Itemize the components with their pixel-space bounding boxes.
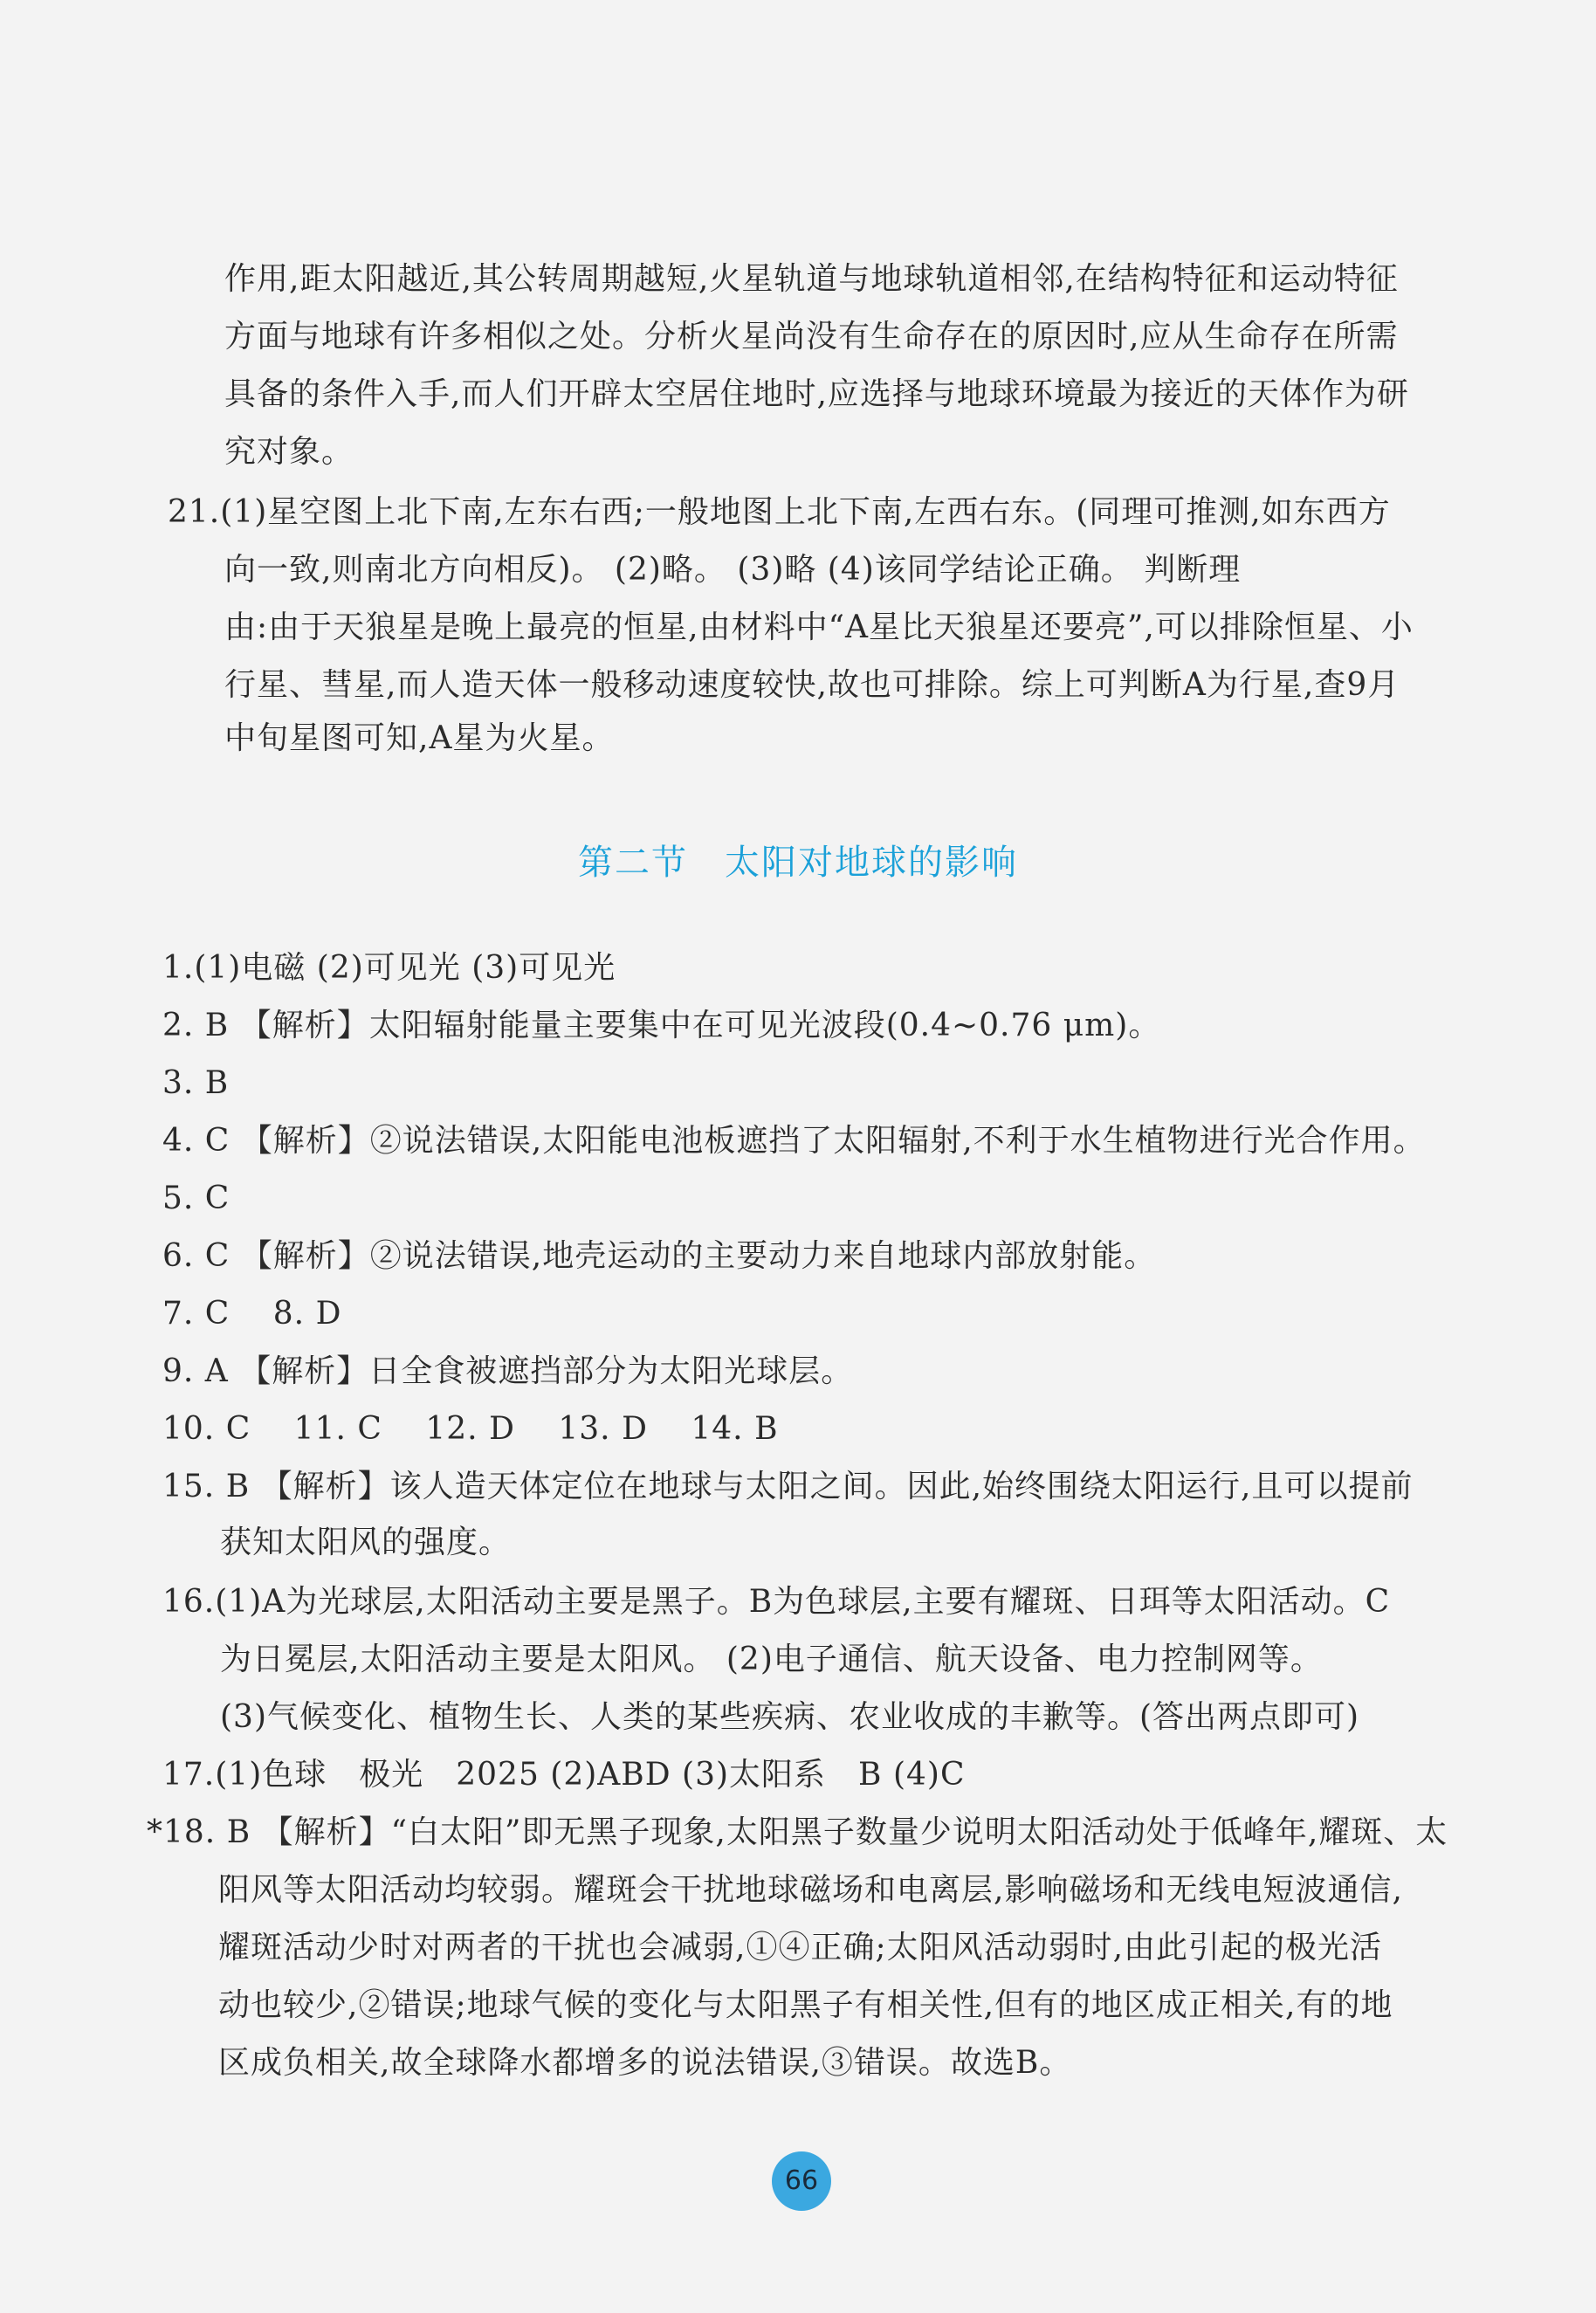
answer-line: 3. B [162,1065,230,1101]
answer-line: 7. C 8. D [162,1296,342,1332]
section-title: 第二节 太阳对地球的影响 [578,843,1018,883]
answer-line: 动也较少,②错误;地球气候的变化与太阳黑子有相关性,但有的地区成正相关,有的地 [218,1987,1393,2023]
text-line: 作用,距太阳越近,其公转周期越短,火星轨道与地球轨道相邻,在结构特征和运动特征 [224,261,1399,297]
answer-21-line: 行星、彗星,而人造天体一般移动速度较快,故也可排除。综上可判断A为行星,查9月 [224,667,1400,703]
answer-line: 阳风等太阳活动均较弱。耀斑会干扰地球磁场和电离层,影响磁场和无线电短波通信, [218,1872,1403,1908]
answer-line: 9. A 【解析】日全食被遮挡部分为太阳光球层。 [162,1353,854,1389]
answer-line: 区成负相关,故全球降水都增多的说法错误,③错误。故选B。 [218,2045,1072,2081]
answer-line: 15. B 【解析】该人造天体定位在地球与太阳之间。因此,始终围绕太阳运行,且可以提前 [162,1469,1414,1504]
answer-line: 4. C 【解析】②说法错误,太阳能电池板遮挡了太阳辐射,不利于水生植物进行光合作用。 [162,1123,1426,1159]
answer-line: 为日冕层,太阳活动主要是太阳风。 (2)电子通信、航天设备、电力控制网等。 [220,1642,1323,1677]
answer-line: (3)气候变化、植物生长、人类的某些疾病、农业收成的丰歉等。(答出两点即可) [220,1699,1360,1735]
text-line: 方面与地球有许多相似之处。分析火星尚没有生命存在的原因时,应从生命存在所需 [224,319,1399,355]
text-line: 具备的条件入手,而人们开辟太空居住地时,应选择与地球环境最为接近的天体作为研 [224,376,1409,412]
answer-line: 17.(1)色球 极光 2025 (2)ABD (3)太阳系 B (4)C [162,1757,966,1793]
page-number: 66 [772,2151,831,2211]
answer-line: 6. C 【解析】②说法错误,地壳运动的主要动力来自地球内部放射能。 [162,1238,1157,1274]
answer-line: 1.(1)电磁 (2)可见光 (3)可见光 [162,950,616,986]
answer-line: 16.(1)A为光球层,太阳活动主要是黑子。B为色球层,主要有耀斑、日珥等太阳活动。C [162,1584,1391,1620]
answer-line: 获知太阳风的强度。 [220,1525,512,1560]
answer-line: *18. B 【解析】“白太阳”即无黑子现象,太阳黑子数量少说明太阳活动处于低峰年,耀斑、太 [147,1814,1448,1850]
answer-line: 10. C 11. C 12. D 13. D 14. B [162,1411,779,1447]
answer-21-line: 中旬星图可知,A星为火星。 [224,720,615,756]
answer-21-line: 21.(1)星空图上北下南,左东右西;一般地图上北下南,左西右东。(同理可推测,如东西方 [168,494,1391,530]
answer-21-line: 向一致,则南北方向相反)。 (2)略。 (3)略 (4)该同学结论正确。 判断理 [224,552,1242,588]
answer-line: 5. C [162,1181,230,1216]
answer-21-line: 由:由于天狼星是晚上最亮的恒星,由材料中“A星比天狼星还要亮”,可以排除恒星、小 [224,609,1414,645]
answer-line: 耀斑活动少时对两者的干扰也会减弱,①④正确;太阳风活动弱时,由此引起的极光活 [218,1930,1383,1965]
text-line: 究对象。 [224,434,354,470]
answer-line: 2. B 【解析】太阳辐射能量主要集中在可见光波段(0.4~0.76 μm)。 [162,1008,1161,1043]
